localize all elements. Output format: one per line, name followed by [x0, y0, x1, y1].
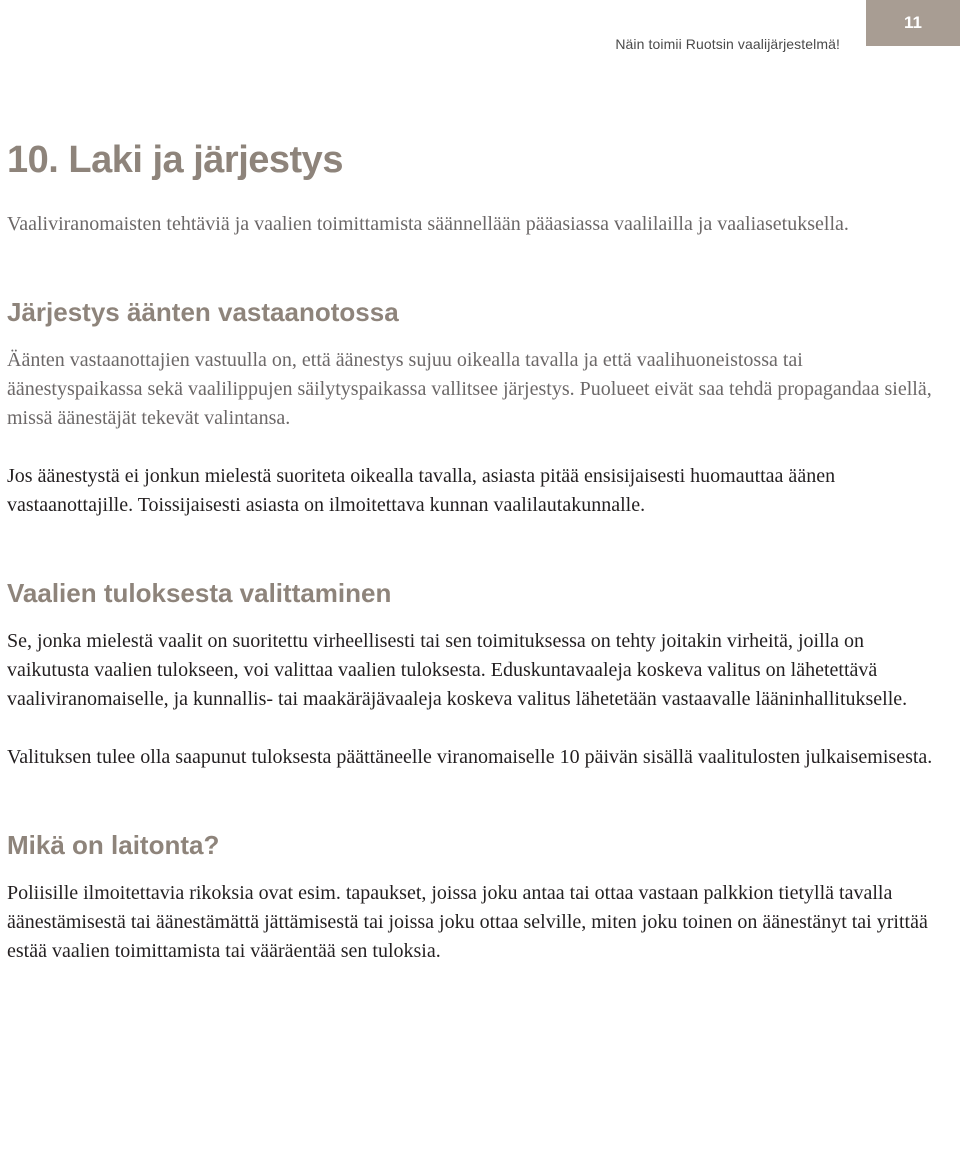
chapter-title: 10. Laki ja järjestys — [7, 139, 343, 181]
section-appeal-paragraph-2: Valituksen tulee olla saapunut tuloksesta päättäneelle viranomaiselle 10 päivän sisällä vaalitulosten julkaisemisesta. — [7, 746, 933, 768]
section-order-paragraph-2: Jos äänestystä ei jonkun mielestä suoriteta oikealla tavalla, asiasta pitää ensisijaisesti huomauttaa äänen vastaanottajille. Toissijaisesti asiasta on ilmoitettava kunnan vaalilautakunnalle. — [7, 465, 836, 516]
section-order-paragraph-1: Äänten vastaanottajien vastuulla on, että äänestys sujuu oikealla tavalla ja että vaalihuoneistossa tai äänestyspaikassa sekä vaalilippujen säilytyspaikassa vallitsee järjestys. Puolueet eivät saa tehdä propagandaa siellä, missä äänestäjät tekevät valintansa. — [7, 349, 932, 429]
running-header-title: Näin toimii Ruotsin vaalijärjestelmä! — [615, 36, 840, 52]
page-content — [7, 136, 937, 966]
section-heading-illegal: Mikä on laitonta? — [7, 830, 220, 860]
section-illegal-paragraph-1: Poliisille ilmoitettavia rikoksia ovat esim. tapaukset, joissa joku antaa tai ottaa vastaan palkkion tietyllä tavalla äänestämisestä tai äänestämättä jättämisestä tai joissa joku ottaa selville, miten joku toinen on äänestänyt tai yrittää estää vaalien toimittamista tai vääräentää sen tuloksia. — [7, 882, 928, 962]
section-heading-order: Järjestys äänten vastaanotossa — [7, 297, 399, 327]
section-heading-appeal: Vaalien tuloksesta valittaminen — [7, 578, 392, 608]
section-appeal-paragraph-1: Se, jonka mielestä vaalit on suoritettu virheellisesti tai sen toimituksessa on tehty joitakin virheitä, joilla on vaikutusta vaalien tulokseen, voi valittaa vaalien tuloksesta. Eduskuntavaaleja koskeva valitus on lähetettävä vaaliviranomaiselle, ja kunnallis- tai maakäräjävaaleja koskeva valitus lähetetään vastaavalle lääninhallitukselle. — [7, 630, 908, 710]
page-number-tab: 11 — [866, 0, 960, 46]
chapter-intro: Vaaliviranomaisten tehtäviä ja vaalien toimittamista säännellään pääasiassa vaalilailla ja vaaliasetuksella. — [7, 213, 849, 235]
